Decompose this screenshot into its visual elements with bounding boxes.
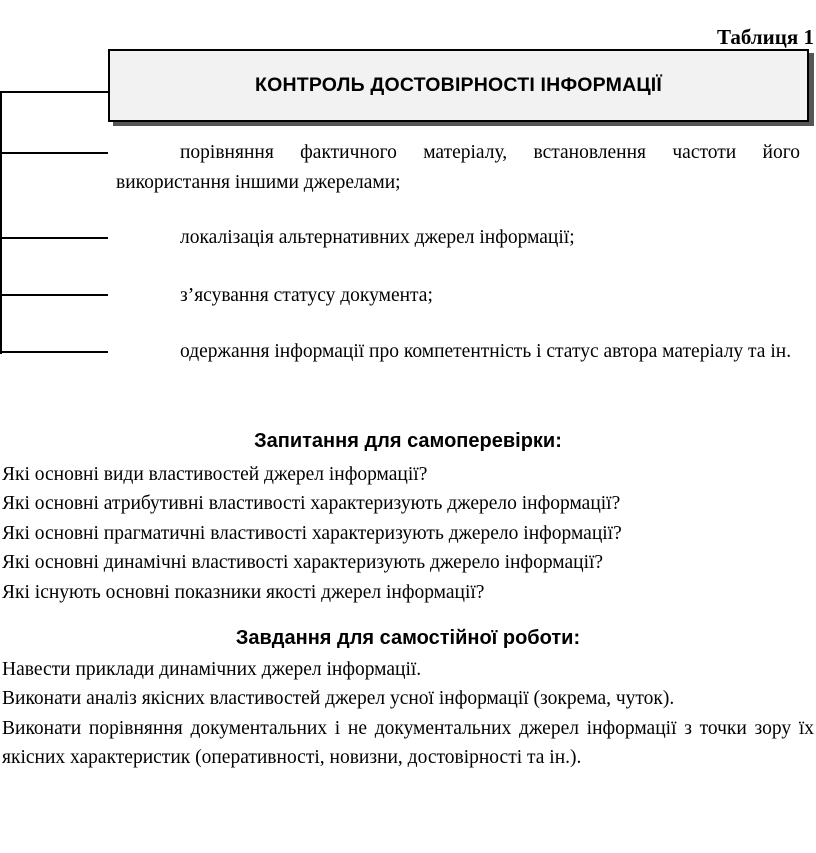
diagram-item-1: порівняння фактичного матеріалу, встановлення частоти його використання іншими джерелами;	[116, 142, 800, 193]
question-item: Які існують основні показники якості джерел інформації?	[2, 581, 485, 603]
table-caption: Таблиця 1	[716, 25, 814, 49]
question-item: Які основні атрибутивні властивості характеризують джерело інформації?	[2, 493, 621, 515]
bracket-connector-header	[0, 91, 108, 93]
bracket-connector-item-3	[0, 294, 108, 296]
independent-work-heading: Завдання для самостійної роботи:	[235, 627, 581, 649]
bracket-connector-item-2	[0, 237, 108, 239]
task-item: Виконати порівняння документальних і не документальних джерел інформації з точки зору їх якісних характеристик (оперативності, новизни, достовірності та ін.).	[2, 717, 814, 769]
diagram-item-3: з’ясування статусу документа;	[180, 285, 433, 306]
diagram-item-4: одержання інформації про компетентність і статус автора матеріалу та ін.	[180, 341, 792, 362]
bracket-connector-item-4	[0, 351, 108, 353]
diagram-header-title: КОНТРОЛЬ ДОСТОВІРНОСТІ ІНФОРМАЦІЇ	[255, 74, 662, 96]
independent-work-tasks	[2, 655, 814, 773]
task-item: Навести приклади динамічних джерел інформації.	[2, 659, 422, 680]
question-item: Які основні прагматичні властивості характеризують джерело інформації?	[2, 522, 622, 544]
bracket-connector-item-1	[0, 152, 108, 154]
diagram-header-box	[108, 49, 809, 122]
self-check-heading: Запитання для самоперевірки:	[254, 430, 562, 452]
diagram-item-2: локалізація альтернативних джерел інформації;	[180, 227, 575, 248]
self-check-questions	[2, 460, 814, 607]
question-item: Які основні види властивостей джерел інформації?	[2, 464, 428, 485]
question-item: Які основні динамічні властивості характеризують джерело інформації?	[2, 552, 604, 574]
task-item: Виконати аналіз якісних властивостей джерел усної інформації (зокрема, чуток).	[2, 688, 675, 710]
bracket-vertical-line	[0, 93, 2, 354]
